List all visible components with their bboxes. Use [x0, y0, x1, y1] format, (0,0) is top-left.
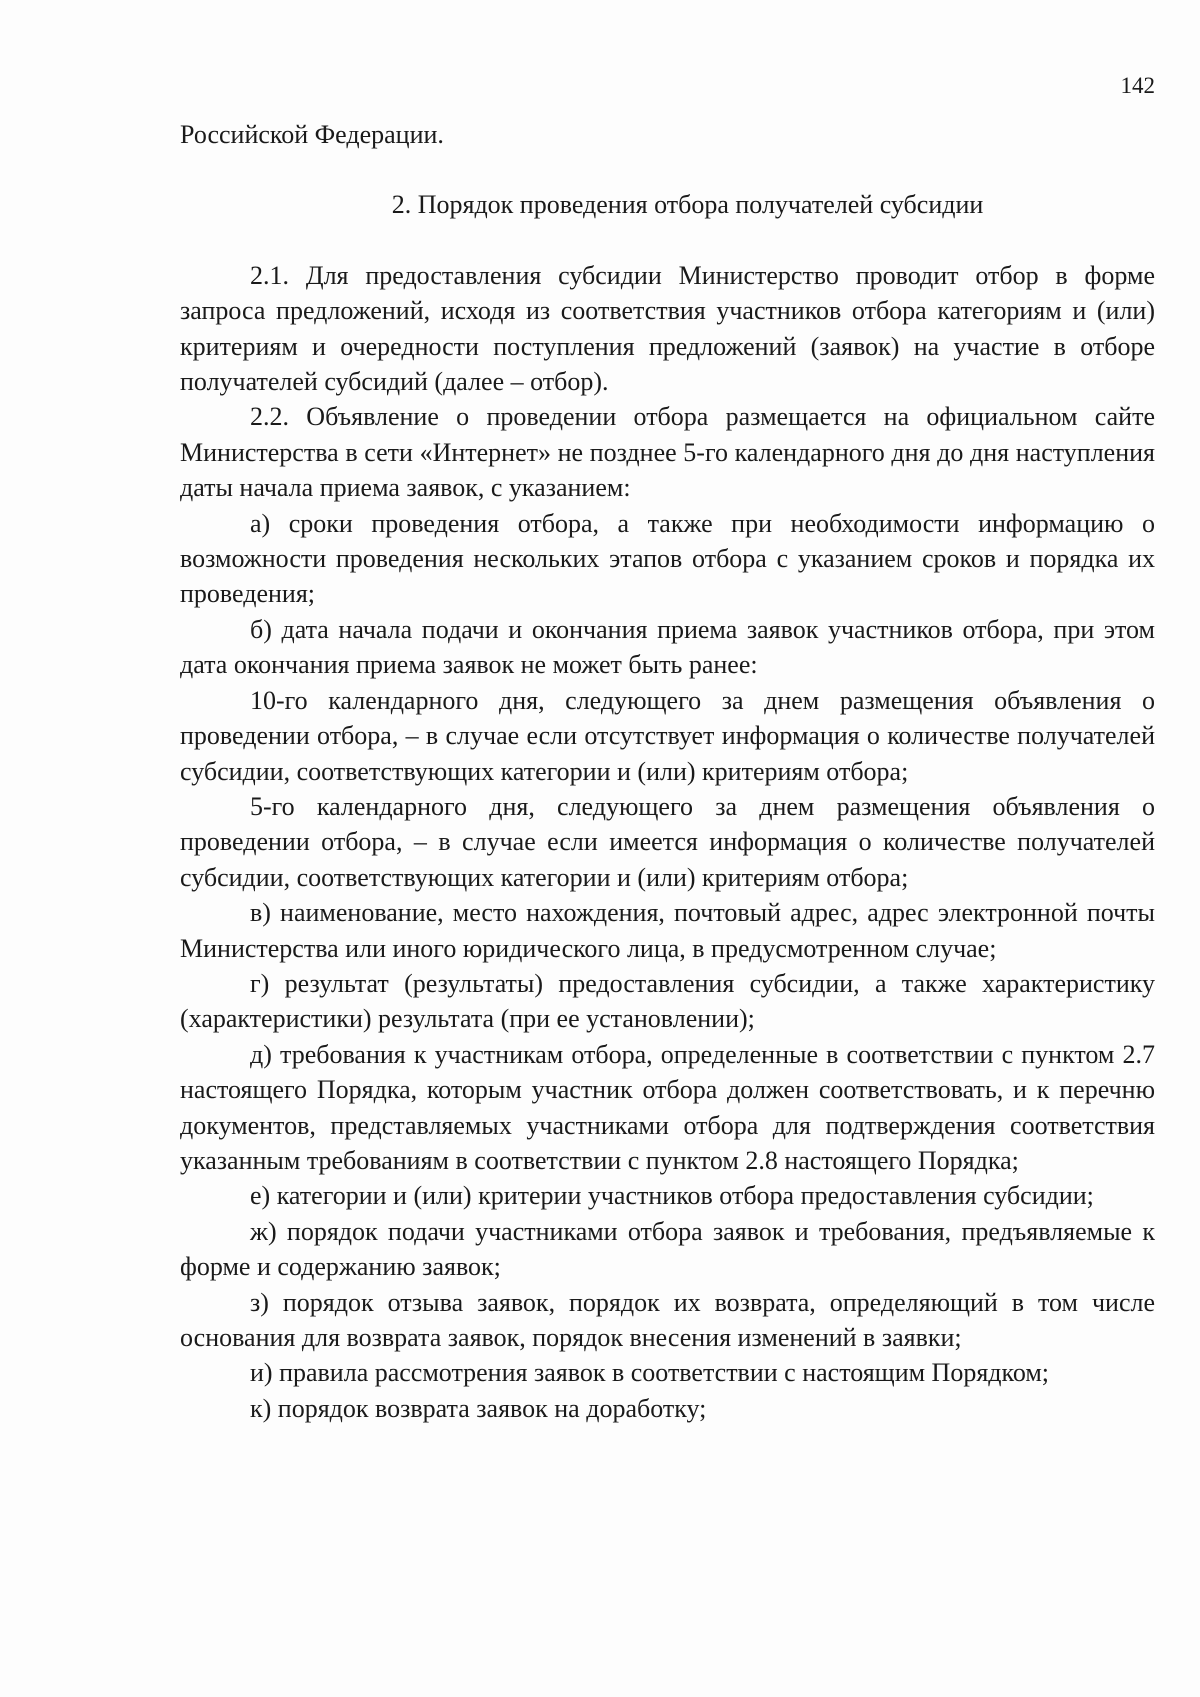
- paragraph-list: [180, 258, 1155, 1426]
- list-item-g: г) результат (результаты) предоставления субсидии, а также характеристику (характеристики) результата (при ее установлении);: [180, 968, 1155, 1034]
- paragraph-2-2: 2.2. Объявление о проведении отбора размещается на официальном сайте Министерства в сети «Интернет» не позднее 5-го календарного дня до дня наступления даты начала приема заявок, с указанием:: [180, 402, 1155, 503]
- paragraph-2-1: 2.1. Для предоставления субсидии Министерство проводит отбор в форме запроса предложений, исходя из соответствия участников отбора категориям и (или) критериям и очередности поступления предложений (заявок) на участие в отборе получателей субсидий (далее – отбор).: [180, 260, 1155, 397]
- list-item-k: к) порядок возврата заявок на доработку;: [250, 1393, 707, 1423]
- section-title: 2. Порядок проведения отбора получателей субсидии: [391, 190, 984, 220]
- list-item-d: д) требования к участникам отбора, определенные в соответствии с пунктом 2.7 настоящего Порядка, которым участник отбора должен соответствовать, и к перечню документов, представляемых участниками отбора для подтверждения соответствия указанным требованиям в соответствии с пунктом 2.8 настоящего Порядка;: [180, 1039, 1155, 1175]
- document-body: [180, 117, 1155, 1426]
- list-item-v: в) наименование, место нахождения, почтовый адрес, адрес электронной почты Министерства или иного юридического лица, в предусмотренном случае;: [180, 898, 1155, 963]
- list-item-e: е) категории и (или) критерии участников отбора предоставления субсидии;: [250, 1181, 1094, 1211]
- list-item-b-option-5-day: 5-го календарного дня, следующего за днем размещения объявления о проведении отбора, – в случае если имеется информация о количестве получателей субсидии, соответствующих категории и (или) критериям отбора;: [180, 791, 1155, 892]
- lead-text: Российской Федерации.: [180, 120, 444, 149]
- list-item-a: а) сроки проведения отбора, а также при необходимости информацию о возможности проведения нескольких этапов отбора с указанием сроков и порядка их проведения;: [180, 508, 1155, 609]
- list-item-i: и) правила рассмотрения заявок в соответствии с настоящим Порядком;: [250, 1358, 1050, 1388]
- list-item-b: б) дата начала подачи и окончания приема заявок участников отбора, при этом дата окончания приема заявок не может быть ранее:: [180, 614, 1155, 680]
- page-number: 142: [1120, 73, 1155, 98]
- list-item-zh: ж) порядок подачи участниками отбора заявок и требования, предъявляемые к форме и содержанию заявок;: [180, 1216, 1155, 1282]
- list-item-b-option-10-day: 10-го календарного дня, следующего за днем размещения объявления о проведении отбора, – в случае если отсутствует информация о количестве получателей субсидии, соответствующих категории и (или) критериям отбора;: [180, 685, 1155, 786]
- list-item-z: з) порядок отзыва заявок, порядок их возврата, определяющий в том числе основания для возврата заявок, порядок внесения изменений в заявки;: [180, 1287, 1155, 1352]
